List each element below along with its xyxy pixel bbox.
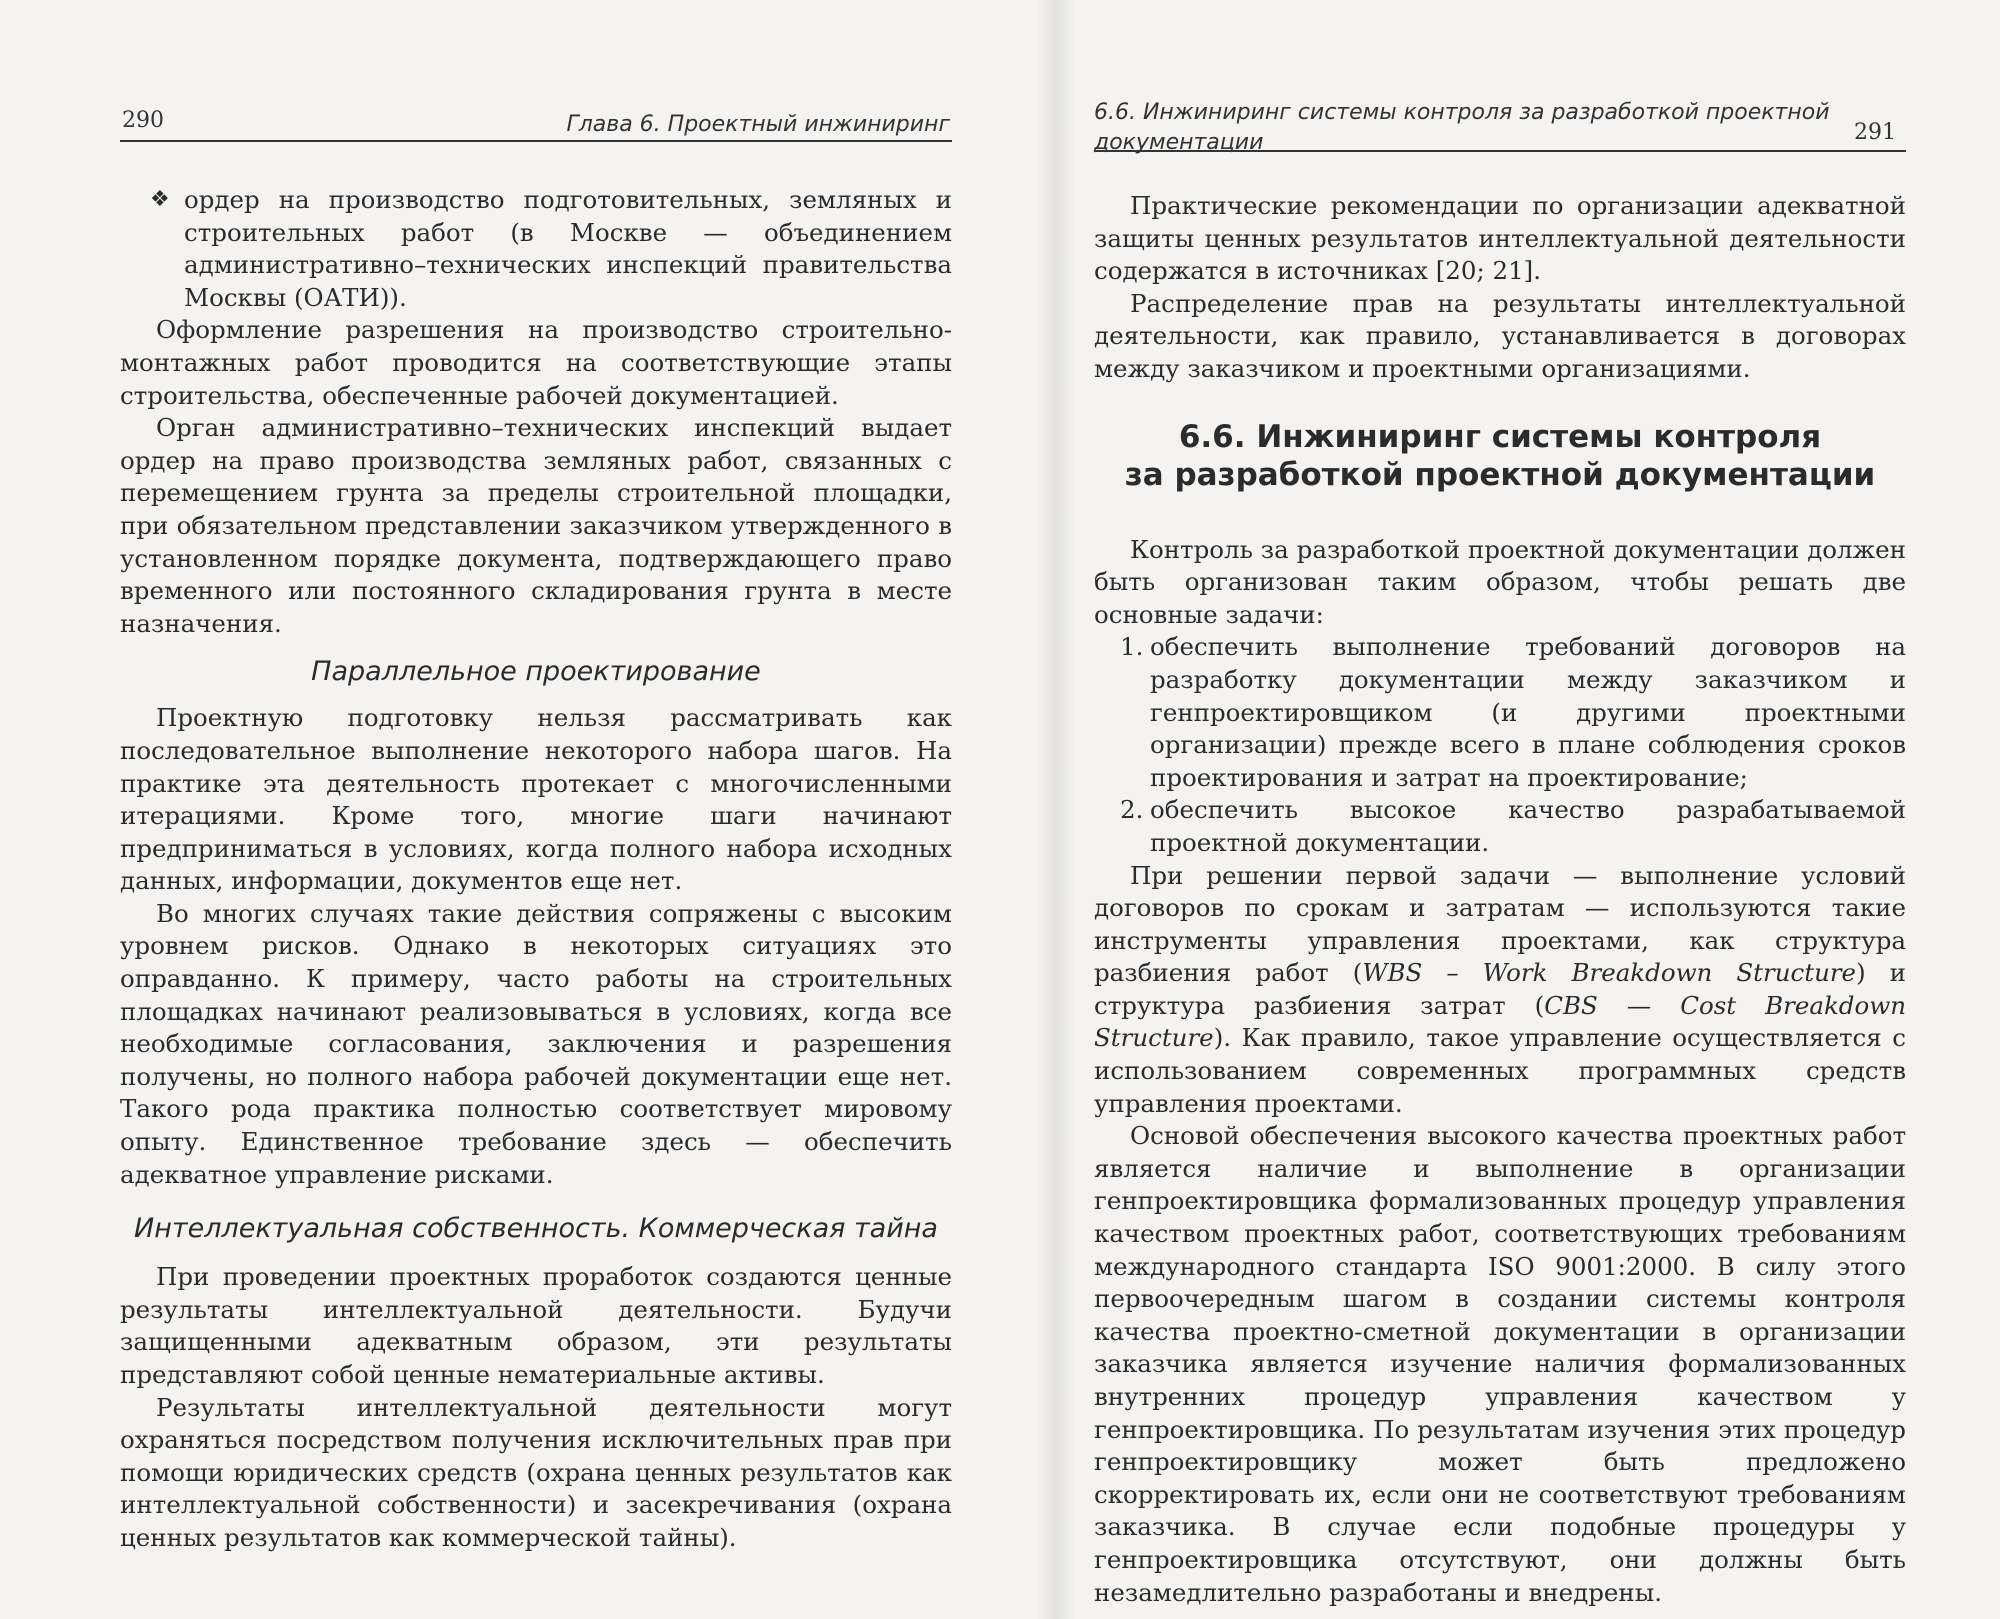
left-running-title: Глава 6. Проектный инжиниринг [566, 112, 950, 137]
left-body [120, 184, 952, 1555]
list-text: обеспечить выполнение требований договоров на разработку документации между заказчиком и генпроектировщиком (и другими проектными организации) прежде всего в плане соблюдения сроков проектирования и затрат на проектирование; [1150, 632, 1906, 792]
numbered-list [1120, 631, 1906, 859]
right-body [1094, 190, 1906, 1609]
section-heading-line1: 6.6. Инжиниринг системы контроля [1178, 418, 1822, 455]
list-text: обеспечить высокое качество разрабатываемой проектной документации. [1150, 795, 1906, 857]
right-running-header [1094, 0, 1906, 155]
wbs-term: WBS – Work Breakdown Structure [1362, 958, 1857, 988]
right-header-rule [1094, 150, 1906, 152]
paragraph: Оформление разрешения на производство строительно-монтажных работ проводится на соответствующие этапы строительства, обеспеченные рабочей документацией. [120, 315, 952, 410]
bullet-text: ордер на производство подготовительных, земляных и строительных работ (в Москве — объединением административно–технических инспекций правительства Москвы (ОАТИ)). [184, 185, 952, 312]
paragraph: Практические рекомендации по организации адекватной защиты ценных результатов интеллектуальной деятельности содержатся в источниках [20; 21]. [1094, 191, 1906, 286]
right-running-title: 6.6. Инжиниринг системы контроля за разработкой проектной документации [1094, 100, 1830, 155]
subheading-intellectual-property: Интеллектуальная собственность. Коммерческая тайна [134, 1213, 938, 1245]
subheading-parallel-design: Параллельное проектирование [311, 656, 761, 688]
left-header-rule [120, 140, 952, 142]
paragraph: Результаты интеллектуальной деятельности могут охраняться посредством получения исключительных прав при помощи юридических средств (охрана ценных результатов как интеллектуальной собственности) и засекречивания (охрана ценных результатов как коммерческой тайны). [120, 1392, 952, 1552]
left-running-header [120, 0, 952, 150]
text-run: При решении первой задачи — выполнение условий договоров по срокам и затратам — используются такие инструменты управления проектами, как структура разбиения работ ( [1094, 860, 1906, 988]
diamond-bullet-icon: ❖ [150, 187, 170, 212]
list-item [1120, 631, 1906, 794]
paragraph: Основой обеспечения высокого качества проектных работ является наличие и выполнение в организации генпроектировщика формализованных процедур управления качеством проектных работ, соответствующих требованиям международного стандарта ISO 9001:2000. В силу этого первоочередным шагом в создании системы контроля качества проектно-сметной документации в организации заказчика является изучение наличия формализованных внутренних процедур управления качеством у генпроектировщика. По результатам изучения этих процедур генпроектировщику может быть предложено скорректировать их, если они не соответствуют требованиям заказчика. В случае если подобные процедуры у генпроектировщика отсутствуют, они должны быть незамедлительно разработаны и внедрены. [1094, 1121, 1906, 1607]
paragraph: Во многих случаях такие действия сопряжены с высоким уровнем рисков. Однако в некоторых ситуациях это оправданно. К примеру, часто работы на строительных площадках начинают реализовываться в условиях, когда все необходимые согласования, заключения и разрешения получены, но полного набора рабочей документации еще нет. Такого рода практика полностью соответствует мировому опыту. Единственное требование здесь — обеспечить адекватное управление рисками. [120, 898, 952, 1189]
paragraph: Распределение прав на результаты интеллектуальной деятельности, как правило, устанавливается в договорах между заказчиком и проектными организациями. [1094, 288, 1906, 383]
section-heading-line2: за разработкой проектной документации [1124, 456, 1876, 493]
paragraph: При проведении проектных проработок создаются ценные результаты интеллектуальной деятельности. Будучи защищенными адекватным образом, эти результаты представляют собой ценные нематериальные активы. [120, 1262, 952, 1389]
left-page-number: 290 [122, 108, 164, 133]
list-number: 1. [1120, 632, 1144, 662]
list-number: 2. [1120, 795, 1144, 825]
list-item [1120, 794, 1906, 859]
section-heading [1094, 386, 1906, 534]
paragraph: Орган административно–технических инспекций выдает ордер на право производства земляных работ, связанных с перемещением грунта за пределы строительной площадки, при обязательном представлении заказчиком утвержденного в установленном порядке документа, подтверждающего право временного или постоянного складирования грунта в месте назначения. [120, 413, 952, 638]
paragraph: Контроль за разработкой проектной документации должен быть организован таким образом, чтобы решать две основные задачи: [1094, 534, 1906, 629]
paragraph: Проектную подготовку нельзя рассматривать как последовательное выполнение некоторого набора шагов. На практике эта деятельность протекает с многочисленными итерациями. Кроме того, многие шаги начинают предприниматься в условиях, когда полного набора исходных данных, информации, документов еще нет. [120, 703, 952, 896]
right-page-number: 291 [1854, 120, 1896, 145]
paragraph-tools [1094, 860, 1906, 1121]
right-page [1094, 0, 1906, 1619]
bullet-item [150, 184, 952, 314]
text-run: ). Как правило, такое управление осуществляется с использованием современных программных средств управления проектами. [1094, 1023, 1906, 1118]
page-fold [1036, 0, 1076, 1619]
text-run: ) и структура разбиения затрат ( [1094, 958, 1906, 1020]
cbs-term: CBS — Cost Breakdown Structure [1094, 990, 1906, 1053]
left-page [120, 0, 952, 1619]
